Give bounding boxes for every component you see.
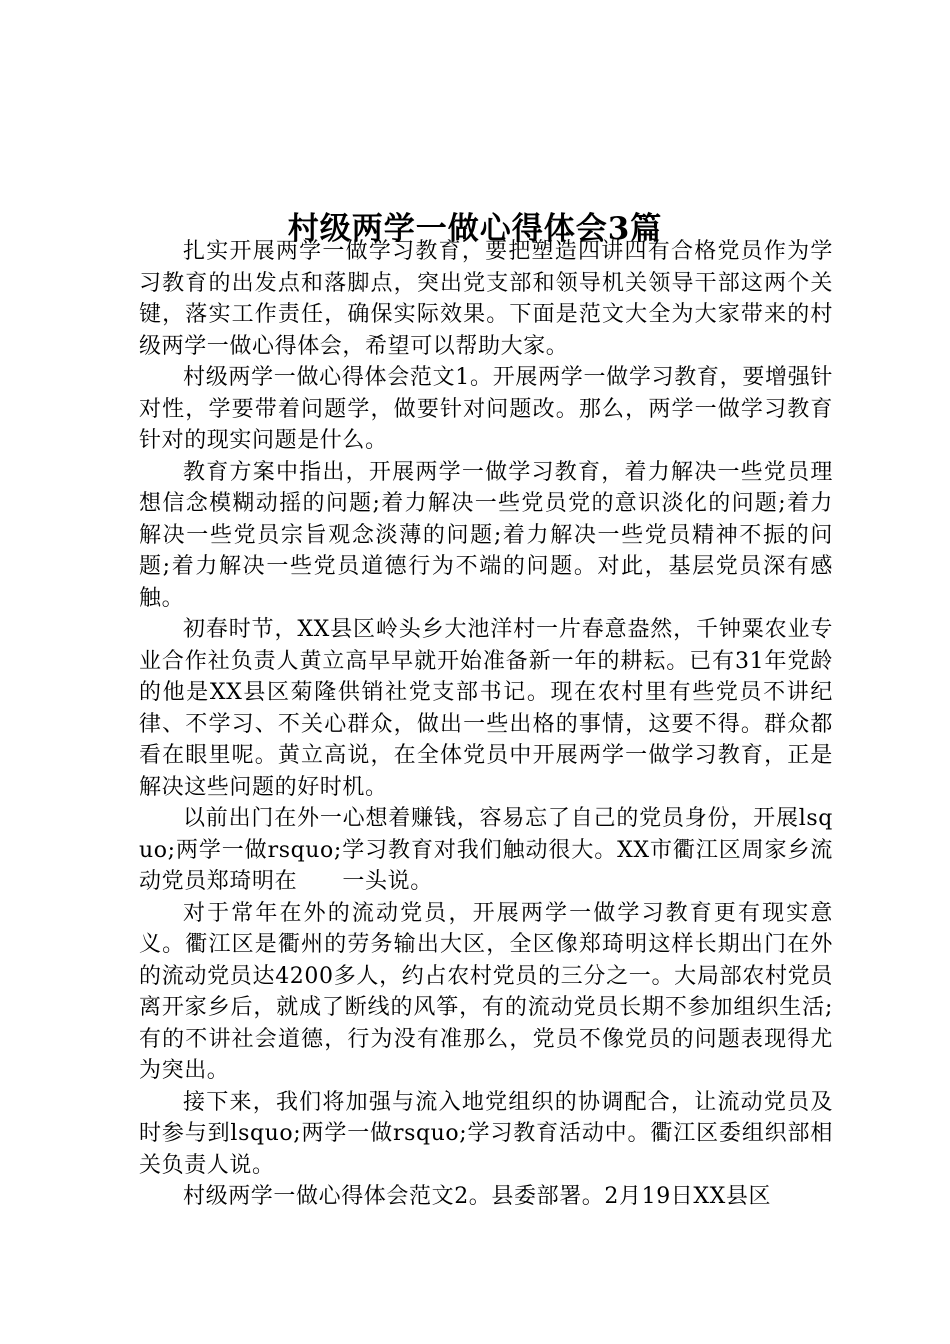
paragraph-sample-2: 村级两学一做心得体会范文2。县委部署。2月19日XX县区 [183, 1184, 772, 1209]
paragraph-early-spring: 初春时节，XX县区岭头乡大池洋村一片春意盎然，千钟粟农业专业合作社负责人黄立高早早就开始准备新一年的耕耘。已有31年党龄的他是XX县区菊隆供销社党支部书记。现在农村里有些党员不讲纪律、不学习、不关心群众，做出一些出格的事情，这要不得。群众都看在眼里呢。黄立高说，在全体党员中开展两学一做学习教育，正是解决这些问题的好时机。 [139, 617, 833, 800]
paragraph-intro: 扎实开展两学一做学习教育，要把塑造四讲四有合格党员作为学习教育的出发点和落脚点，突出党支部和领导机关领导干部这两个关键，落实工作责任，确保实际效果。下面是范文大全为大家带来的村级两学一做心得体会，希望可以帮助大家。 [139, 239, 833, 359]
paragraph-education-plan: 教育方案中指出，开展两学一做学习教育，着力解决一些党员理想信念模糊动摇的问题;着力解决一些党员党的意识淡化的问题;着力解决一些党员宗旨观念淡薄的问题;着力解决一些党员精神不振的问题;着力解决一些党员道德行为不端的问题。对此，基层党员深有感触。 [139, 459, 833, 611]
document-body [139, 236, 833, 1213]
paragraph-migrant-significance: 对于常年在外的流动党员，开展两学一做学习教育更有现实意义。衢江区是衢州的劳务输出大区，全区像郑琦明这样长期出门在外的流动党员达4200多人，约占农村党员的三分之一。大局部农村党员离开家乡后，就成了断线的风筝，有的流动党员长期不参加组织生活;有的不讲社会道德，行为没有准那么，党员不像党员的问题表现得尤为突出。 [139, 900, 833, 1083]
paragraph-next-steps: 接下来，我们将加强与流入地党组织的协调配合，让流动党员及时参与到lsquo;两学一做rsquo;学习教育活动中。衢江区委组织部相关负责人说。 [139, 1089, 833, 1178]
paragraph-migrant-member: 以前出门在外一心想着赚钱，容易忘了自己的党员身份，开展lsquo;两学一做rsquo;学习教育对我们触动很大。XX市衢江区周家乡流动党员郑琦明在 一头说。 [139, 806, 833, 894]
document-title: 村级两学一做心得体会3篇 [287, 210, 663, 247]
paragraph-sample-1: 村级两学一做心得体会范文1。开展两学一做学习教育，要增强针对性，学要带着问题学，做要针对问题改。那么，两学一做学习教育针对的现实问题是什么。 [139, 365, 833, 453]
